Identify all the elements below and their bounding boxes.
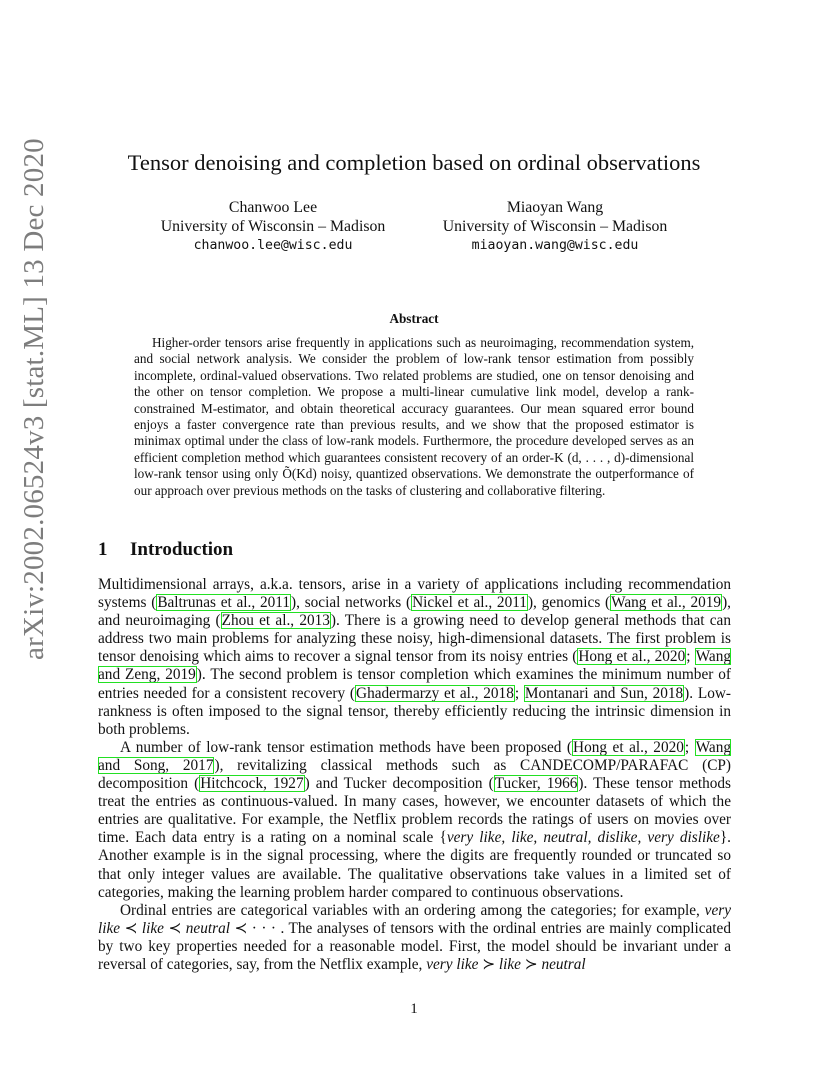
abstract-heading: Abstract	[389, 311, 439, 326]
emphasis: neutral	[185, 919, 230, 937]
text-run: ). There is a growing need to develop general methods that can address two main problems for analyzing these noisy, high-dimensional datasets. The first problem is tensor denoising which aims to recover a signal tensor from its noisy entries (	[98, 612, 731, 666]
emphasis: neutral	[541, 955, 586, 973]
emphasis: like	[141, 919, 164, 937]
text-run: ). The second problem is tensor completion which examines the minimum number of entries needed for a consistent recovery (	[98, 666, 731, 702]
paragraph	[98, 739, 731, 902]
text-run: ≺	[163, 919, 186, 937]
citation-link[interactable]: Wang and Zeng, 2019	[98, 648, 731, 684]
citation-link[interactable]: Wang et al., 2019	[611, 594, 722, 612]
citation-link[interactable]: Wang and Song, 2017	[98, 738, 731, 774]
text-run: A number of low-rank tensor estimation methods have been proposed (	[120, 738, 573, 756]
emphasis: very like, like, neutral, dislike, very dislike	[446, 829, 720, 847]
citation-link[interactable]: Baltrunas et al., 2011	[157, 594, 291, 612]
section-heading	[98, 539, 233, 561]
emphasis: very like	[98, 901, 731, 937]
text-run: ;	[684, 738, 695, 756]
text-run: ), social networks (	[291, 594, 412, 612]
text-run: ≻	[520, 955, 542, 973]
text-run: ≺ · · · . The analyses of tensors with the ordinal entries are mainly complicated by two key properties needed for a reasonable model. First, the model should be invariant under a reversal of categories, say, from the Netflix example,	[98, 919, 731, 973]
citation-link[interactable]: Zhou et al., 2013	[221, 612, 330, 630]
author-block	[123, 198, 423, 255]
author-name: Miaoyan Wang	[506, 199, 604, 216]
text-run: ), revitalizing classical methods such as CANDECOMP/PARAFAC (CP) decomposition (	[98, 756, 732, 793]
text-run: ≺	[120, 919, 142, 937]
page-number: 1	[410, 1001, 418, 1017]
text-run: Multidimensional arrays, a.k.a. tensors, arise in a variety of applications including recommendation systems (	[98, 576, 731, 612]
citation-link[interactable]: Tucker, 1966	[494, 775, 578, 793]
citation-link[interactable]: Hong et al., 2020	[573, 738, 684, 756]
paragraph	[98, 576, 731, 739]
citation-link[interactable]: Hitchcock, 1927	[200, 775, 304, 793]
section-number: 1	[98, 539, 108, 560]
citation-link[interactable]: Nickel et al., 2011	[412, 594, 527, 612]
citation-link[interactable]: Montanari and Sun, 2018	[524, 684, 684, 702]
arxiv-identifier: arXiv:2002.06524v3 [stat.ML] 13 Dec 2020	[18, 138, 50, 660]
citation-link[interactable]: Ghadermarzy et al., 2018	[356, 684, 514, 702]
text-run: ;	[686, 648, 695, 666]
author-email: miaoyan.wang@wisc.edu	[471, 238, 639, 253]
author-affiliation: University of Wisconsin – Madison	[442, 218, 668, 235]
text-run: }. Another example is in the signal processing, where the digits are frequently rounded or truncated so that only integer values are available. The qualitative observations take values in a limited set of categories, making the learning problem harder compared to continuous observations.	[98, 829, 731, 901]
paper-title: Tensor denoising and completion based on ordinal observations	[127, 150, 701, 175]
author-block	[405, 198, 705, 255]
section-title: Introduction	[130, 539, 234, 560]
paragraph	[98, 902, 731, 974]
text-run: ;	[514, 684, 524, 702]
text-run: ) and Tucker decomposition (	[304, 775, 494, 793]
text-run: ). Low-rankness is often imposed to the signal tensor, thereby efficiently reducing the intrinsic dimension in both problems.	[98, 684, 731, 738]
abstract-text: Higher-order tensors arise frequently in applications such as neuroimaging, recommendation system, and social network analysis. We consider the problem of low-rank tensor estimation from possibly incomplete, ordinal-valued observations. Two related problems are studied, one on tensor denoising and the other on tensor completion. We propose a multi-linear cumulative link model, develop a rank-constrained M-estimator, and obtain theoretical accuracy guarantees. Our mean squared error bound enjoys a faster convergence rate than previous results, and we show that the proposed estimator is minimax optimal under the class of low-rank models. Furthermore, the procedure developed serves as an efficient completion method which guarantees consistent recovery of an order-K (d, . . . , d)-dimensional low-rank tensor using only Õ(Kd) noisy, quantized observations. We demonstrate the outperformance of our approach over previous methods on the tasks of clustering and collaborative filtering.	[134, 335, 694, 498]
author-email: chanwoo.lee@wisc.edu	[193, 238, 353, 253]
text-run: ), genomics (	[527, 594, 611, 612]
author-name: Chanwoo Lee	[228, 199, 318, 216]
text-run: ), and neuroimaging (	[98, 594, 731, 630]
body-text	[98, 576, 731, 974]
citation-link[interactable]: Hong et al., 2020	[578, 648, 686, 666]
author-affiliation: University of Wisconsin – Madison	[160, 218, 386, 235]
text-run: ≻	[478, 955, 499, 973]
text-run: Ordinal entries are categorical variables with an ordering among the categories; for example,	[120, 901, 705, 919]
emphasis: very like	[426, 955, 479, 973]
text-run: ). These tensor methods treat the entries as continuous-valued. In many cases, however, we encounter datasets of which the entries are qualitative. For example, the Netflix problem records the ratings of users on movies over time. Each data entry is a rating on a nominal scale {	[98, 775, 732, 847]
emphasis: like	[498, 955, 521, 973]
